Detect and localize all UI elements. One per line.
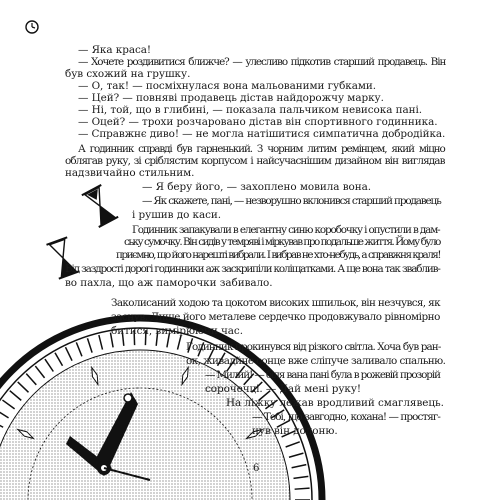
text-line: — Милий! — біля вана пані була в рожевій прозорій (205, 369, 440, 381)
text-line: надзвичайно стильним. (65, 167, 195, 179)
text-line: був схожий на грушку. (65, 68, 191, 80)
text-line: нув він долоню. (252, 425, 338, 437)
text-line: ську сумочку. Він сидів у темряві і міркував про подальше життя. Йому було (124, 236, 440, 248)
text-line: — Як скажете, пані, — незворушно вклонився старший продавець (142, 195, 441, 207)
text-line: — О, так! — посміхнулася вона мальованими губками. (78, 80, 377, 92)
text-line: сорочечці. — Дай мені руку! (205, 383, 362, 395)
text-line: — Хочете роздивитися ближче? — улесливо підкотив старший продавець. Він (78, 56, 446, 68)
text-line: — Яка краса! (78, 44, 152, 56)
page-number: 6 (253, 463, 260, 474)
text-line: — Цей? — повняві продавець дістав найдорожчу марку. (78, 92, 384, 104)
text-line: Годинник запакували в елегантну синю коробочку і опустили в дам- (132, 224, 440, 236)
text-line: Від заздрості дорогі годинники аж заскрипіли коліщатками. А ще вона так зваблив- (65, 263, 440, 275)
text-line: ок, живадйне сонце вже сліпуче заливало спальню. (186, 355, 446, 367)
text-line: — Ні, той, що в глибині, — показала пальчиком невисока пані. (78, 104, 423, 116)
text-line: Заколисаний ходою та цокотом високих шпильок, він незчувся, як (111, 297, 440, 309)
text-line: і рушив до каси. (132, 209, 222, 221)
text-line: — Оцей? — трохи розчаровано дістав він спортивного годинника. (78, 116, 438, 128)
text-line: Годинник прокинувся від різкого світла. Хоча був ран- (186, 341, 441, 353)
text-line: — Я беру його, — захоплено мовила вона. (142, 181, 371, 193)
text-line: приємно, що його нарешті вибрали. І вибрав не хто-небудь, а справжня краля! (116, 249, 441, 261)
text-line: А годинник справді був гарненький. З чорним литим ремінцем, який міцно (78, 143, 445, 155)
text-line: — Тобі, що завгодно, кохана! — простяг- (252, 411, 440, 423)
text-line: битися, вимірюючи час. (111, 325, 243, 337)
text-line: заснув. Лише його металеве сердечко продовжувало рівномірно (111, 311, 440, 323)
text-line: во пахла, що аж паморочки забивало. (65, 277, 273, 289)
text-line: облягав руку, зі сріблястим корпусом і найсучаснішим дизайном він виглядав (65, 155, 445, 167)
text-line: На ліжку лежав вродливий смаглявець. (226, 397, 444, 409)
text-line: — Справжнє диво! — не могла натішитися симпатична добродійка. (78, 128, 446, 140)
